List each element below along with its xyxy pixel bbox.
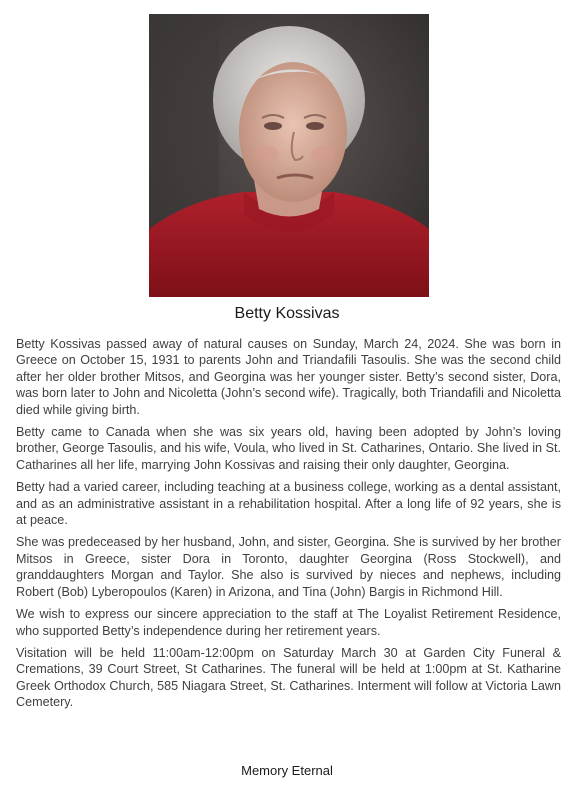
paragraph-career: Betty had a varied career, including teaching at a business college, working as a dental assistant, and as an administrative assistant in a rehabilitation hospital. After a long life of 92 years, she is at peace. (16, 480, 561, 528)
paragraph-intro: Betty Kossivas passed away of natural causes on Sunday, March 24, 2024. She was born in Greece on October 15, 1931 to parents John and Triandafili Tasoulis. She was the second child after her older brother Mitsos, and Georgina was her younger sister. Betty’s second sister, Dora, was born later to John and Nicoletta (John’s second wife). Tragically, both Triandafili and Nicoletta died while giving birth. (16, 337, 561, 417)
paragraph-family: She was predeceased by her husband, John, and sister, Georgina. She is survived by her brother Mitsos in Greece, sister Dora in Toronto, daughter Georgina (Ross Stockwell), and granddaughters Morgan and Taylor. She also is survived by nieces and nephews, including Robert (Bob) Lyberopoulos (Karen) in Arizona, and Tina (John) Bargis in Richmond Hill. (16, 535, 561, 599)
paragraph-canada: Betty came to Canada when she was six years old, having been adopted by John’s loving brother, George Tasoulis, and his wife, Voula, who lived in St. Catharines, Ontario. She lived in St. Catharines all her life, marrying John Kossivas and raising their only daughter, Georgina. (16, 425, 561, 472)
closing-line: Memory Eternal (241, 763, 333, 778)
paragraph-visitation: Visitation will be held 11:00am-12:00pm on Saturday March 30 at Garden City Funeral & Cremations, 39 Court Street, St Catharines. The funeral will be held at 1:00pm at St. Katharine Greek Orthodox Church, 585 Niagara Street, St. Catharines. Interment will follow at Victoria Lawn Cemetery. (16, 645, 561, 710)
portrait-photo (149, 14, 429, 297)
deceased-name: Betty Kossivas (234, 305, 340, 322)
paragraph-appreciation: We wish to express our sincere appreciation to the staff at The Loyalist Retirement Residence, who supported Betty’s independence during her retirement years. (16, 607, 561, 638)
obituary-text (16, 336, 561, 717)
